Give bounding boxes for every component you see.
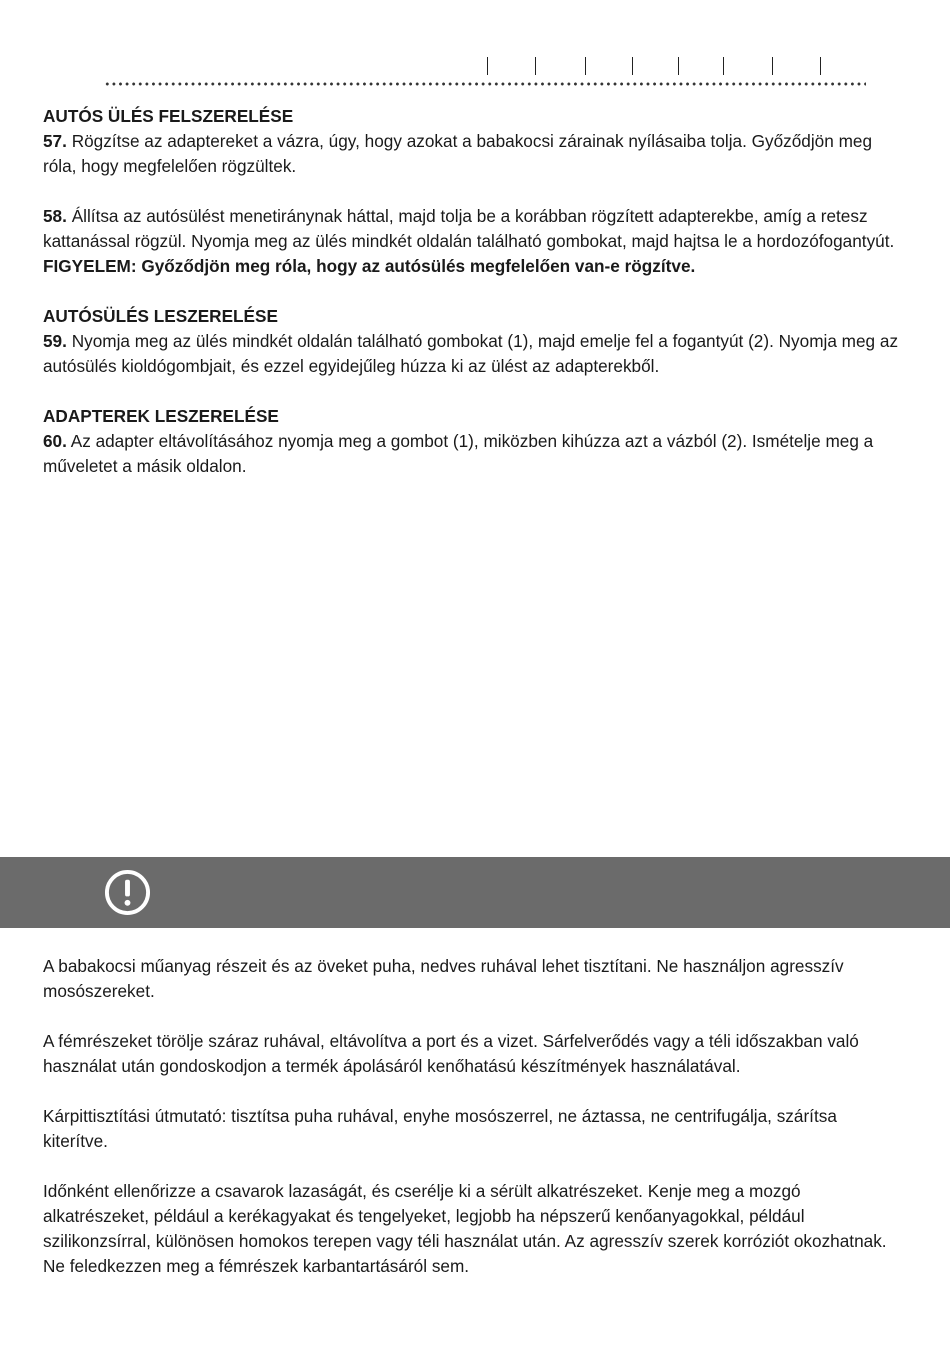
tab-marker	[772, 57, 773, 75]
warning-text: FIGYELEM: Győződjön meg róla, hogy az autósülés megfelelően van-e rögzítve.	[43, 256, 696, 276]
care-info-banner	[0, 857, 950, 928]
care-paragraph: Időnként ellenőrizze a csavarok lazaságát, és cserélje ki a sérült alkatrészeket. Kenje meg a mozgó alkatrészeket, például a kerékagyakat és tengelyeket, legjobb ha népszerű kenőanyagokkal, például szilikonzsírral, különösen homokos terepen vagy téli használat után. Az agresszív szerek korróziót okozhatnak. Ne feledkezzen meg a fémrészek karbantartásáról sem.	[43, 1181, 887, 1276]
tab-marker	[632, 57, 633, 75]
tab-marker	[678, 57, 679, 75]
page-header	[0, 0, 950, 100]
section-title: AUTÓS ÜLÉS FELSZERELÉSE	[43, 106, 294, 126]
step-59	[43, 329, 903, 379]
step-text: Állítsa az autósülést menetiránynak háttal, majd tolja be a korábban rögzített adapterekbe, amíg a retesz kattanással rögzül. Nyomja meg az ülés mindkét oldalán található gombokat, majd hajtsa le a hordozófogantyút.	[43, 206, 895, 251]
care-paragraph: A babakocsi műanyag részeit és az öveket puha, nedves ruhával lehet tisztítani. Ne használjon agresszív mosószereket.	[43, 956, 844, 1001]
step-57	[43, 129, 903, 179]
tab-markers	[0, 57, 950, 77]
section-car-seat-install	[43, 104, 903, 279]
exclamation-circle-icon	[104, 869, 151, 916]
step-number: 59.	[43, 331, 67, 351]
step-text: Rögzítse az adaptereket a vázra, úgy, hogy azokat a babakocsi zárainak nyílásaiba tolja. Győződjön meg róla, hogy megfelelően rögzültek.	[43, 131, 873, 176]
section-adapter-removal	[43, 404, 903, 479]
dotted-divider	[104, 82, 866, 86]
tab-marker	[585, 57, 586, 75]
step-text: Az adapter eltávolításához nyomja meg a gombot (1), miközben kihúzza azt a vázból (2). Ismételje meg a műveletet a másik oldalon.	[43, 431, 874, 476]
care-paragraph: Kárpittisztítási útmutató: tisztítsa puha ruhával, enyhe mosószerrel, ne áztassa, ne centrifugálja, szárítsa kiterítve.	[43, 1106, 837, 1151]
section-title: AUTÓSÜLÉS LESZERELÉSE	[43, 306, 278, 326]
tab-marker	[820, 57, 821, 75]
section-car-seat-removal	[43, 304, 903, 379]
care-paragraph: A fémrészeket törölje száraz ruhával, eltávolítva a port és a vizet. Sárfelverődés vagy a téli időszakban való használat után gondoskodjon a termék ápolásáról kenőhatású készítmények használatával.	[43, 1031, 859, 1076]
step-text: Nyomja meg az ülés mindkét oldalán található gombokat (1), majd emelje fel a fogantyút (2). Nyomja meg az autósülés kioldógombjait, és ezzel egyidejűleg húzza ki az ülést az adapterekből.	[43, 331, 899, 376]
tab-marker	[487, 57, 488, 75]
tab-marker	[723, 57, 724, 75]
step-60	[43, 429, 903, 479]
step-58	[43, 204, 903, 254]
step-number: 60.	[43, 431, 67, 451]
care-instructions	[43, 954, 903, 1304]
instructions	[43, 104, 903, 504]
section-title: ADAPTEREK LESZERELÉSE	[43, 406, 279, 426]
step-number: 58.	[43, 206, 67, 226]
tab-marker	[535, 57, 536, 75]
step-number: 57.	[43, 131, 67, 151]
